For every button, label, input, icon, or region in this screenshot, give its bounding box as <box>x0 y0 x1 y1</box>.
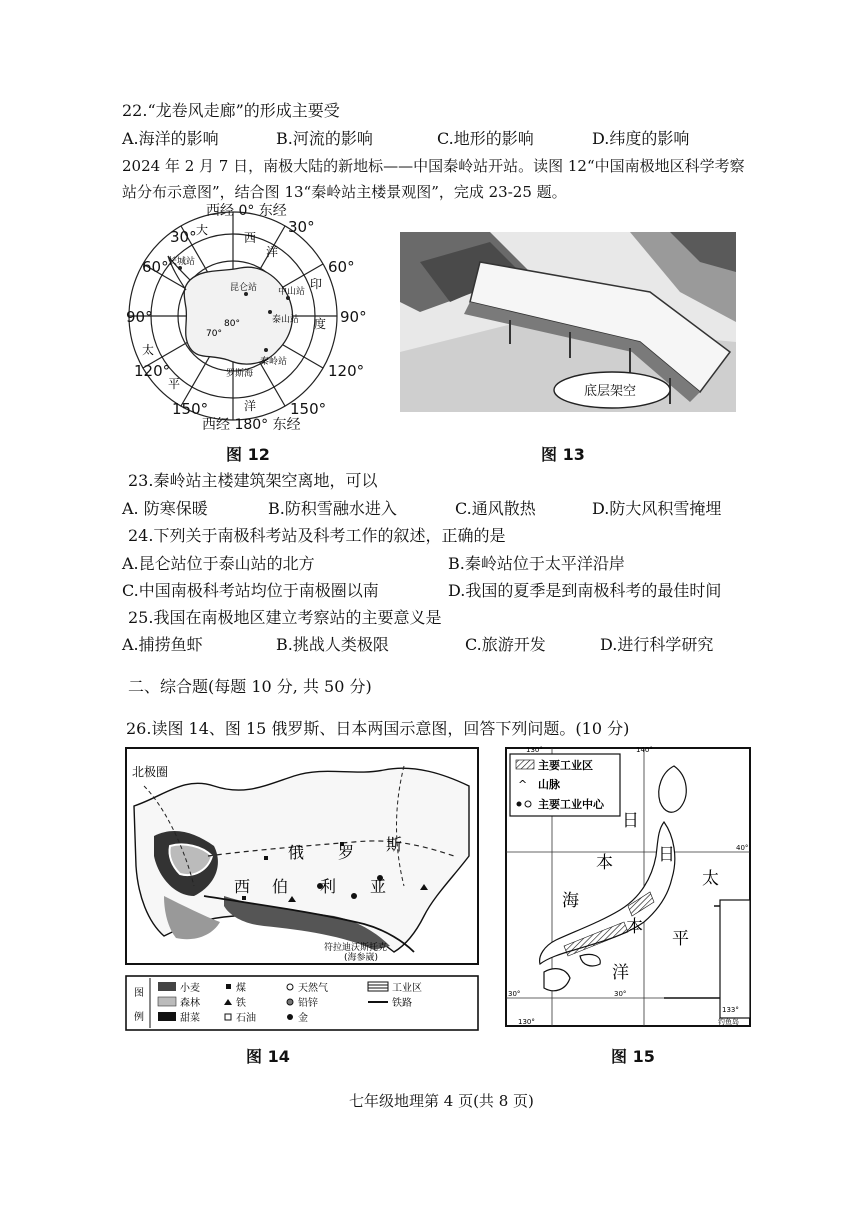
ocean-char-ping: 平 <box>168 377 181 391</box>
q24-option-d: D.我国的夏季是到南极科考的最佳时间 <box>448 581 722 600</box>
fig15-japan-map <box>504 746 752 1028</box>
fig15-lon-130-bottom: 130° <box>518 1018 535 1026</box>
lon-label-e90: 90° <box>340 308 367 326</box>
lon-label-w150: 150° <box>172 400 209 418</box>
fig13-bubble-label: 底层架空 <box>584 384 637 399</box>
fig15-caption: 图 15 <box>611 1047 655 1066</box>
lon-label-e150: 150° <box>290 400 327 418</box>
fig15-lon-130-top: 130° <box>526 746 543 754</box>
arctic-circle-label: 北极圈 <box>132 765 169 779</box>
q25-option-b: B.挑战人类极限 <box>276 635 389 654</box>
legend-oil: 石油 <box>236 1013 256 1024</box>
legend-title-1: 图 <box>134 988 144 999</box>
fig14-region-char-4: 亚 <box>370 877 387 896</box>
section-2-heading: 二、综合题(每题 10 分, 共 50 分) <box>128 677 372 696</box>
intro-line-1: 2024 年 2 月 7 日，南极大陆的新地标——中国秦岭站开站。读图 12“中国南极地区科学考察 <box>122 157 745 175</box>
fig15-lon-140-top: 140° <box>636 746 653 754</box>
station-taishan: 泰山站 <box>272 315 300 325</box>
fig14-railway-label: 符拉迪沃斯托克 <box>324 943 388 953</box>
fig13-caption: 图 13 <box>541 445 585 464</box>
station-kunlun: 昆仑站 <box>230 283 258 293</box>
fig15-lon-133-bottom: 133° <box>722 1006 739 1014</box>
fig12-bottom-label: 西经 180° 东经 <box>202 417 301 433</box>
fig14-railway-sublabel: (海参崴) <box>344 953 379 963</box>
legend-industrial-zone: 工业区 <box>392 983 422 994</box>
q24-option-c: C.中国南极科考站均位于南极圈以南 <box>122 581 379 600</box>
q25-option-c: C.旅游开发 <box>465 635 546 654</box>
mountain-icon: ^ <box>518 778 528 791</box>
fig15-legend-industrial-zone: 主要工业区 <box>538 759 593 772</box>
ocean-char-yang1: 洋 <box>266 245 279 259</box>
q22-stem: 22.“龙卷风走廊”的形成主要受 <box>122 101 340 120</box>
fig12-top-label: 西经 0° 东经 <box>206 203 287 219</box>
q22-option-c: C.地形的影响 <box>437 129 534 148</box>
page-footer: 七年级地理第 4 页(共 8 页) <box>349 1092 534 1110</box>
legend-gold: 金 <box>298 1013 308 1024</box>
legend-coal: 煤 <box>236 983 246 994</box>
fig14-caption: 图 14 <box>246 1047 290 1066</box>
q23-option-a: A. 防寒保暖 <box>122 499 208 518</box>
lat-80-label: 80° <box>224 319 240 329</box>
fig15-country-char-2: 本 <box>626 917 643 937</box>
lon-label-w30: 30° <box>170 228 197 246</box>
fig14-region-char-2: 伯 <box>272 877 289 896</box>
station-qinling: 秦岭站 <box>260 357 288 367</box>
ocean-char-du: 度 <box>314 317 327 331</box>
legend-iron: 铁 <box>236 998 246 1009</box>
q22-option-b: B.河流的影响 <box>276 129 373 148</box>
fig15-ocean-char-2: 平 <box>672 929 689 949</box>
q23-option-b: B.防积雪融水进入 <box>268 499 397 518</box>
q23-option-d: D.防大风积雪掩埋 <box>592 499 722 518</box>
legend-wheat: 小麦 <box>180 983 200 994</box>
q24-option-b: B.秦岭站位于太平洋沿岸 <box>448 554 625 573</box>
lon-label-e30: 30° <box>288 218 315 236</box>
fig15-country-char-1: 日 <box>658 845 675 865</box>
fig14-country-char-2: 罗 <box>338 843 355 862</box>
fig14-russia-map <box>124 746 480 1032</box>
q22-option-a: A.海洋的影响 <box>122 129 219 148</box>
fig15-sea-char-3: 海 <box>562 891 579 911</box>
lon-label-w90: 90° <box>126 308 153 326</box>
q23-stem: 23.秦岭站主楼建筑架空离地，可以 <box>128 471 378 490</box>
fig14-country-char-1: 俄 <box>288 843 305 862</box>
fig15-sea-char-2: 本 <box>596 853 613 873</box>
fig13-building-photo <box>400 232 736 412</box>
fig15-ocean-char-1: 太 <box>702 869 719 889</box>
fig15-lat-40: 40° <box>736 844 749 852</box>
station-zhongshan: 中山站 <box>278 287 306 297</box>
station-changcheng: 长城站 <box>168 257 196 267</box>
legend-gas: 天然气 <box>298 983 328 994</box>
legend-title-2: 例 <box>134 1012 144 1023</box>
fig15-sea-char-1: 日 <box>622 811 639 831</box>
q24-option-a: A.昆仑站位于泰山站的北方 <box>122 554 315 573</box>
ocean-char-yin: 印 <box>310 277 323 291</box>
fig14-region-char-3: 利 <box>320 877 337 896</box>
fig15-legend-industrial-center: 主要工业中心 <box>538 798 604 811</box>
q23-option-c: C.通风散热 <box>455 499 536 518</box>
q22-option-d: D.纬度的影响 <box>592 129 690 148</box>
lat-70-label: 70° <box>206 329 222 339</box>
ocean-char-yang2: 洋 <box>244 399 257 413</box>
q25-option-d: D.进行科学研究 <box>600 635 714 654</box>
intro-line-2: 站分布示意图”，结合图 13“秦岭站主楼景观图”，完成 23-25 题。 <box>122 183 567 201</box>
legend-forest: 森林 <box>180 998 200 1009</box>
q25-option-a: A.捕捞鱼虾 <box>122 635 203 654</box>
fig15-lat-30-left: 30° <box>508 990 521 998</box>
lon-label-e120: 120° <box>328 362 365 380</box>
fig15-ocean-char-3: 洋 <box>612 963 629 983</box>
legend-beet: 甜菜 <box>180 1013 200 1024</box>
lon-label-w120: 120° <box>134 362 171 380</box>
q25-stem: 25.我国在南极地区建立考察站的主要意义是 <box>128 608 442 627</box>
q26-stem: 26.读图 14、图 15 俄罗斯、日本两国示意图，回答下列问题。(10 分) <box>126 719 630 738</box>
fig14-country-char-3: 斯 <box>386 835 403 854</box>
lon-label-e60: 60° <box>328 258 355 276</box>
fig14-region-char-1: 西 <box>234 877 251 896</box>
fig15-legend-mountains: 山脉 <box>538 778 560 791</box>
ocean-char-tai: 太 <box>142 343 155 357</box>
lon-label-w60: 60° <box>142 258 169 276</box>
ocean-char-xi: 西 <box>244 231 257 245</box>
fig15-inset-label: 钓鱼岛 <box>718 1018 739 1026</box>
legend-railway: 铁路 <box>392 998 412 1009</box>
ocean-char-da: 大 <box>196 223 209 237</box>
fig12-caption: 图 12 <box>226 445 270 464</box>
ross-sea-label: 罗斯海 <box>226 369 254 379</box>
fig15-lat-30-mid: 30° <box>614 990 627 998</box>
legend-lead-zinc: 铅锌 <box>298 998 318 1009</box>
q24-stem: 24.下列关于南极科考站及科考工作的叙述，正确的是 <box>128 526 506 545</box>
